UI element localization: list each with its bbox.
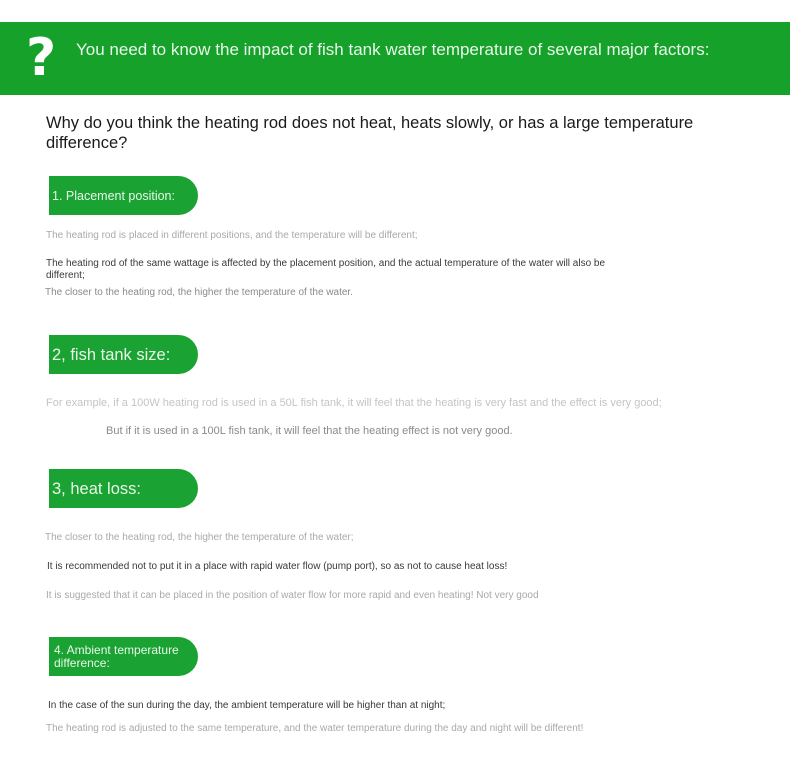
section-1-line-1: The heating rod is placed in different positions, and the temperature will be different; — [46, 230, 418, 241]
section-4-line-1: In the case of the sun during the day, the ambient temperature will be higher than at night; — [48, 700, 446, 711]
question-mark-icon: ? — [26, 28, 57, 88]
section-2-line-2: But if it is used in a 100L fish tank, it will feel that the heating effect is not very good. — [106, 425, 513, 437]
header-banner — [0, 22, 790, 95]
section-label-ambient: 4. Ambient temperature difference: — [49, 637, 198, 676]
section-2-line-1: For example, if a 100W heating rod is used in a 50L fish tank, it will feel that the heating is very fast and the effect is very good; — [46, 397, 662, 409]
section-3-line-1: The closer to the heating rod, the higher the temperature of the water; — [45, 532, 354, 543]
section-1-line-2: The heating rod of the same wattage is affected by the placement position, and the actual temperature of the water will also be different; — [46, 258, 606, 281]
section-1-line-3: The closer to the heating rod, the higher the temperature of the water. — [45, 287, 353, 298]
section-label-heat-loss: 3, heat loss: — [49, 469, 198, 508]
section-label-tank-size: 2, fish tank size: — [49, 335, 198, 374]
banner-title: You need to know the impact of fish tank water temperature of several major factors: — [76, 40, 710, 59]
section-4-line-2: The heating rod is adjusted to the same temperature, and the water temperature during the day and night will be different! — [46, 723, 584, 734]
section-3-line-3: It is suggested that it can be placed in the position of water flow for more rapid and even heating! Not very good — [46, 590, 539, 601]
section-label-placement: 1. Placement position: — [49, 176, 198, 215]
section-3-line-2: It is recommended not to put it in a place with rapid water flow (pump port), so as not to cause heat loss! — [47, 561, 508, 572]
question-heading: Why do you think the heating rod does not heat, heats slowly, or has a large temperature difference? — [46, 114, 694, 152]
